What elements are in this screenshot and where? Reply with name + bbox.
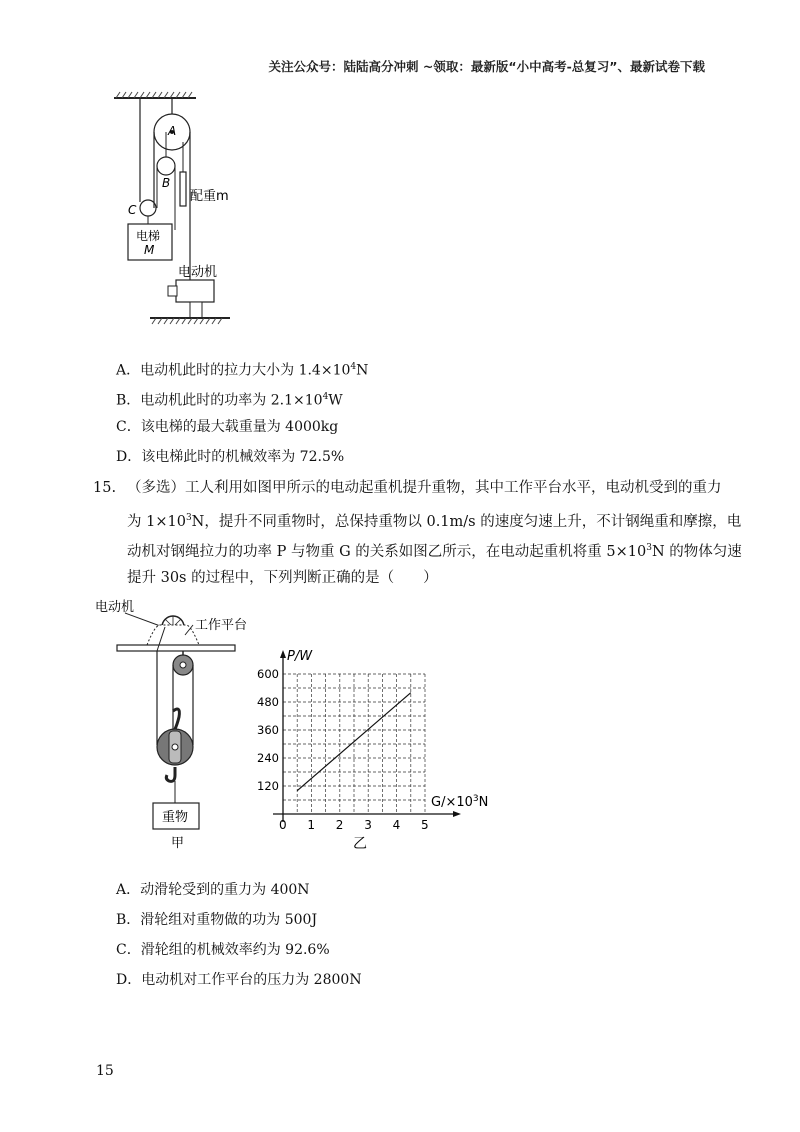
q15-line-3: 动机对钢绳拉力的功率 P 与物重 G 的关系如图乙所示，在电动起重机将重 $5\times 10^3N$ 的物体匀速 xyxy=(127,543,742,560)
label-elevator: 电梯 xyxy=(136,229,161,243)
x-tick-label: 0 xyxy=(279,818,287,832)
y-axis-arrow xyxy=(280,650,286,658)
label-c: C xyxy=(128,203,137,217)
counterweight xyxy=(180,172,186,206)
label-counterweight: 配重m xyxy=(190,189,229,204)
label-platform: 工作平台 xyxy=(195,618,248,633)
y-tick-label: 480 xyxy=(257,695,279,709)
bottom-hook xyxy=(166,767,175,781)
x-axis-arrow xyxy=(453,811,461,817)
q15-option-a: A．动滑轮受到的重力为 400N xyxy=(116,882,310,898)
x-tick-label: 2 xyxy=(335,818,344,832)
q15-option-d: D．电动机对工作平台的压力为 2800N xyxy=(116,972,362,988)
chart-caption: 乙 xyxy=(353,836,367,852)
q14-option-d: D．该电梯此时的机械效率为 72.5% xyxy=(116,449,345,465)
label-elevator-m: M xyxy=(144,243,155,257)
q15-option-b: B．滑轮组对重物做的功为 500J xyxy=(116,912,318,928)
page-header: 关注公众号：陆陆高分冲刺 ~领取：最新版“小中高考-总复习”、最新试卷下载 xyxy=(268,59,705,74)
q15-line-4: 提升 30s 的过程中，下列判断正确的是（ ） xyxy=(127,570,438,586)
crane-figure xyxy=(95,595,265,855)
q14-option-a: A．电动机此时的拉力大小为 $1.4\times 10^4N$ xyxy=(116,362,369,379)
label-caption-jia: 甲 xyxy=(171,836,185,851)
label-motor: 电动机 xyxy=(178,265,218,280)
work-platform xyxy=(117,645,235,651)
q15-number: 15. xyxy=(93,480,117,496)
y-tick-label: 120 xyxy=(257,779,279,793)
q15-line-2: 为 $1\times 10^3N$，提升不同重物时，总保持重物以 0.1m/s 的速度匀速上升，不计钢绳重和摩擦，电 xyxy=(127,513,742,530)
page-number: 15 xyxy=(96,1063,114,1079)
q15-option-c: C．滑轮组的机械效率约为 92.6% xyxy=(116,942,330,958)
chart-grid xyxy=(283,674,425,814)
chart-y-label: P/W xyxy=(287,649,313,664)
q15-line-1: （多选）工人利用如图甲所示的电动起重机提升重物，其中工作平台水平，电动机受到的重力 xyxy=(127,480,722,496)
pulley-b xyxy=(157,157,175,175)
label-weight: 重物 xyxy=(162,810,189,825)
x-tick-label: 5 xyxy=(421,818,429,832)
x-tick-label: 4 xyxy=(392,818,401,832)
elevator-pulley-figure xyxy=(100,90,240,330)
label-crane-motor: 电动机 xyxy=(95,600,135,615)
x-tick-label: 1 xyxy=(307,818,316,832)
y-tick-label: 360 xyxy=(257,723,279,737)
q14-option-b: B．电动机此时的功率为 $2.1\times 10^4W$ xyxy=(116,392,343,409)
label-b: B xyxy=(162,176,171,190)
y-tick-label: 240 xyxy=(257,751,279,765)
q14-option-c: C．该电梯的最大载重量为 4000kg xyxy=(116,419,339,435)
chart-x-label: $G/\times 10^3N$ xyxy=(431,794,489,810)
x-tick-label: 3 xyxy=(364,818,372,832)
y-tick-label: 600 xyxy=(257,667,279,681)
top-hook xyxy=(173,709,179,729)
label-a: A xyxy=(168,124,177,138)
p-g-chart xyxy=(255,640,489,855)
motor-box xyxy=(176,280,214,302)
